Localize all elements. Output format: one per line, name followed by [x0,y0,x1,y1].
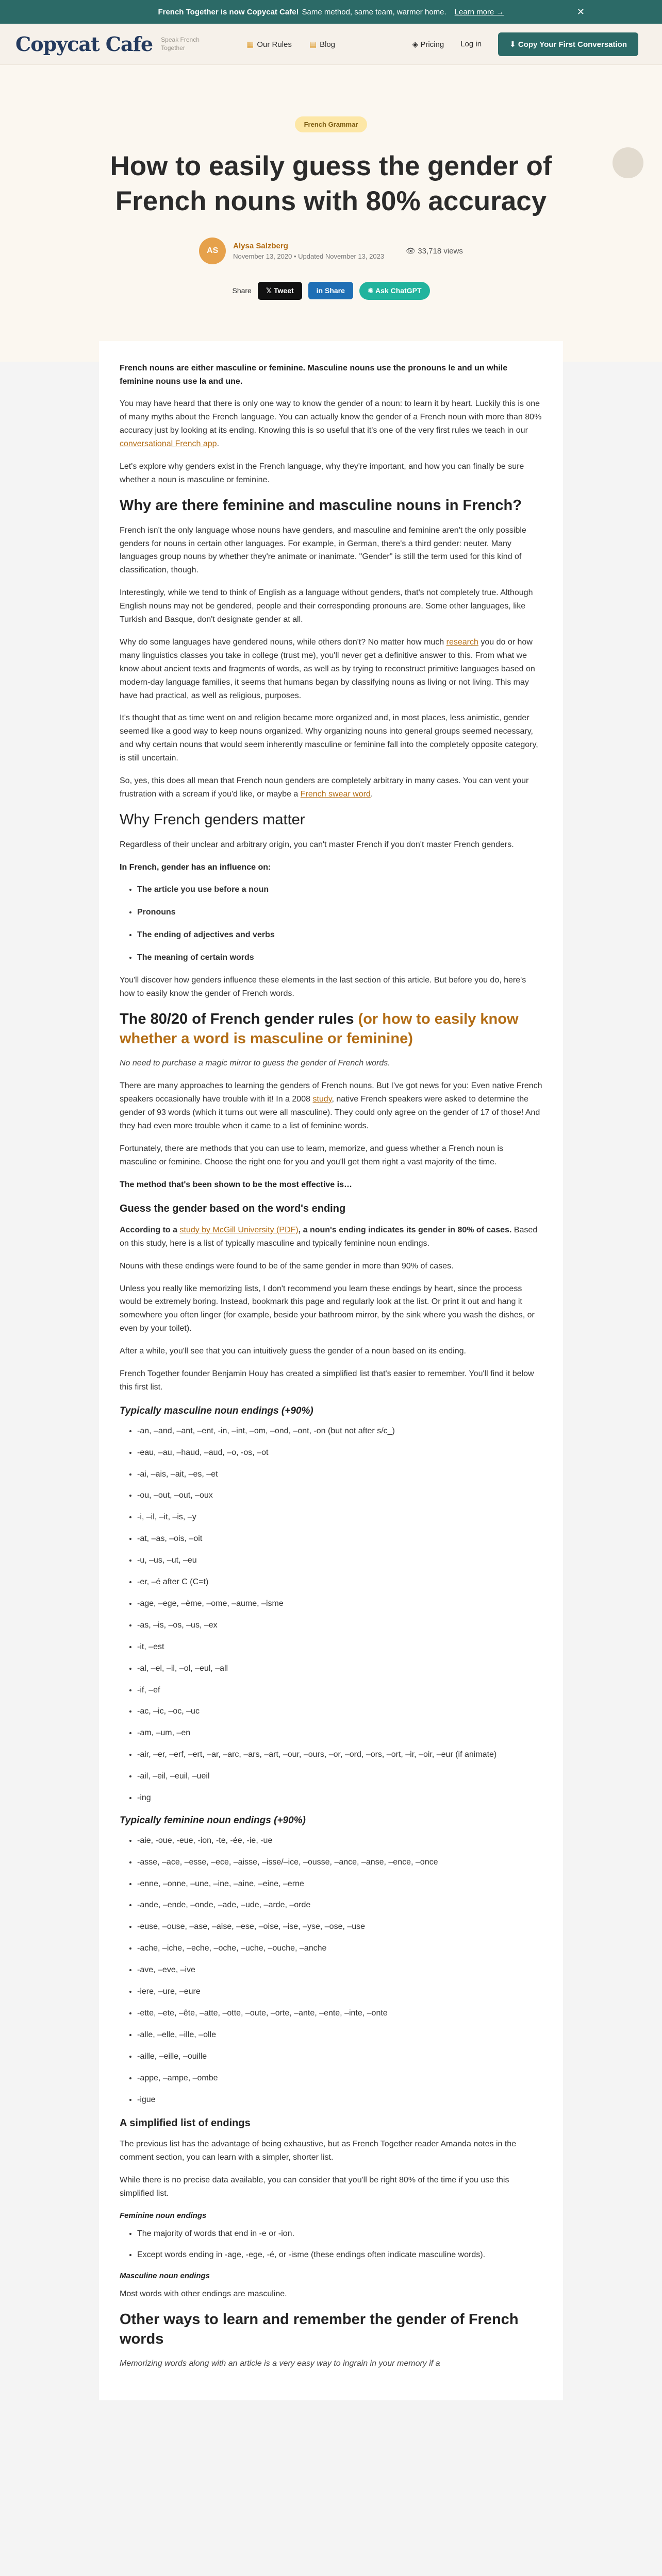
rules-icon: ▦ [246,40,254,49]
section-heading [120,1010,542,1048]
download-icon: ⬇ [509,40,518,49]
paragraph: Unless you really like memorizing lists, I don't recommend you learn these endings by heart, since the process would be extremely boring. Instead, bookmark this page and regularly look at the list. Or print it out and hang it somewhere you often linger (for example, beside your bathroom mirror, by the sink where you wash the dishes, or even by your toilet). [120,1284,535,1333]
text: You may have heard that there is only one way to know the gender of a noun: to learn it by heart. Luckily this is one of many myths about the French language. You can actually know the gender of a French noun with more than 80% accuracy just by looking at its ending. Knowing this is so useful that it's one of the very first rules we teach in our [120,399,542,435]
study-link[interactable]: study [312,1095,332,1104]
paragraph: You may have heard that there is only one way to know the gender of a noun: to learn it by heart. Luckily this is one of many myths about the French language. You can actually know the gender of a French noun with more than 80% accuracy just by looking at its ending. Knowing this is so useful that it's one of the very first rules we teach in our conversational French app. [120,399,542,449]
text: , a noun's ending indicates its gender in 80% of cases. [298,1225,512,1234]
text: , native French speakers were asked to determine the gender of 93 words (which it turns out were all masculine). They could only agree on the gender of 17 of those! And they had even more trouble when it came to a list of feminine words. [120,1095,540,1130]
list-item: • -al, –el, –il, –ol, –eul, –all [137,1662,542,1675]
list-item: • -asse, –ace, –esse, –ece, –aisse, –isse/–ice, –ousse, –ance, –anse, –ence, –once [137,1856,542,1869]
article-hero [0,65,662,362]
avatar: AS [199,238,226,264]
announcement-banner [0,0,662,24]
list-item: • -ac, –ic, –oc, –uc [137,1705,542,1718]
paragraph: Fortunately, there are methods that you can use to learn, memorize, and guess whether a French noun is masculine or feminine. Choose the right one for you and you'll get them right a vast majority of the time. [120,1144,504,1166]
app-link[interactable]: conversational French app [120,439,217,449]
list-item: • The ending of adjectives and verbs [137,928,542,942]
publish-date: November 13, 2020 • Updated November 13, 2023 [233,252,385,260]
simple-feminine-list [137,2227,542,2262]
mcgill-study-link[interactable]: study by McGill University (PDF) [179,1225,299,1234]
list-item: • -er, –é after C (C=t) [137,1575,542,1589]
heading-highlight: (or how to easily know whether a word is masculine or feminine) [120,1010,519,1047]
linkedin-label: Share [325,286,345,295]
list-item: • -alle, –elle, –ille, –olle [137,2028,542,2042]
banner-text: Same method, same team, warmer home. [302,7,446,16]
subsection-heading: A simplified list of endings [120,2117,251,2129]
list-item: • -am, –um, –en [137,1726,542,1740]
text: you do or how many linguistics classes you take in college (trust me), you'll never get a definitive answer to this. From what we know about ancient texts and fragments of words, as well as by trying to reconstruct primitive languages based on modern-day language families, it seems that humans began by classifying nouns as living or not living. This may have had practical, as well as religious, purposes. [120,637,535,700]
list-item: • -ou, –out, –out, –oux [137,1489,542,1502]
paragraph [120,1224,542,1250]
blog-icon: ▤ [309,40,317,49]
paragraph: After a while, you'll see that you can intuitively guess the gender of a noun based on its ending. [120,1347,466,1356]
list-item: • -i, –il, –it, –is, –y [137,1511,542,1524]
subsection-heading: Guess the gender based on the word's ending [120,1203,346,1215]
chatgpt-label: Ask ChatGPT [375,286,422,295]
list-item: • -an, –and, –ant, –ent, -in, –int, –om, –ond, –ont, -on (but not after s/c_) [137,1425,542,1438]
author-name[interactable]: Alysa Salzberg [233,241,288,250]
intro-paragraph: French nouns are either masculine or feminine. Masculine nouns use the pronouns le and un while feminine nouns use la and une. [120,363,508,386]
list-item: • -igue [137,2093,542,2107]
paragraph: French isn't the only language whose nouns have genders, and masculine and feminine aren't the only possible genders for nouns in certain other languages. For example, in German, there's a third gender: neuter. Many languages group nouns by whether they're animate or inanimate. "Gender" is still the term used for this kind of classification, though. [120,526,526,575]
list-item: • -ave, –eve, –ive [137,1963,542,1977]
list-item: • -u, –us, –ut, –eu [137,1554,542,1567]
list-item: • -ande, –ende, –onde, –ade, –ude, –arde, –orde [137,1899,542,1912]
banner-learn-more-link[interactable]: Learn more → [454,7,504,16]
category-pill[interactable]: French Grammar [295,116,368,132]
views-label: 33,718 views [418,246,463,256]
list-item: • -ing [137,1791,542,1805]
list-item: • -enne, –onne, –une, –ine, –aine, –eine, –erne [137,1877,542,1891]
list-item: • The meaning of certain words [137,951,542,964]
view-count [406,246,463,256]
swear-word-link[interactable]: French swear word [300,790,371,799]
list-item: • -if, –ef [137,1684,542,1697]
paragraph: Nouns with these endings were found to be of the same gender in more than 90% of cases. [120,1261,454,1270]
paragraph: Memorizing words along with an article is a very easy way to ingrain in your memory if a [120,2359,440,2368]
list-item: • The majority of words that end in -e or -ion. [137,2227,542,2241]
list-item: • -appe, –ampe, –ombe [137,2072,542,2085]
paragraph: Most words with other endings are masculine. [120,2289,287,2298]
paragraph: Let's explore why genders exist in the French language, why they're important, and how you can finally be sure whether a noun is masculine or feminine. [120,462,524,484]
section-heading: Other ways to learn and remember the gender of French words [120,2311,519,2347]
nav-item-label: Our Rules [257,40,292,49]
paragraph: Regardless of their unclear and arbitrary origin, you can't master French if you don't master French genders. [120,840,514,849]
list-item: • -it, –est [137,1640,542,1654]
minor-heading: Masculine noun endings [120,2271,210,2280]
list-item: • The article you use before a noun [137,883,542,896]
text: There are many approaches to learning the genders of French nouns. But I've got news for you: Even native French speakers occasionally have trouble with it! In a 2008 [120,1081,542,1104]
list-item: • -iere, –ure, –eure [137,1985,542,1998]
tweet-label: Tweet [274,286,294,295]
influence-list [137,883,542,964]
paragraph: Interestingly, while we tend to think of English as a language without genders, that's not completely true. Although English nouns may not be gendered, people and their corresponding pronouns are. Some other languages, like Turkish and Basque, don't designate gender at all. [120,588,533,624]
paragraph: The method that's been shown to be the most effective is… [120,1180,352,1189]
section-heading: Why are there feminine and masculine nouns in French? [120,497,522,514]
page-title: How to easily guess the gender of French nouns with 80% accuracy [110,151,552,216]
close-icon[interactable]: ✕ [576,6,585,17]
text: Why do some languages have gendered nouns, while others don't? No matter how much [120,637,444,647]
tweet-button[interactable] [258,282,302,300]
list-item: • -ail, –eil, –euil, –ueil [137,1770,542,1783]
nav-login[interactable]: Log in [460,40,482,48]
pricing-label: Pricing [420,40,444,49]
share-label: Share [232,286,252,295]
mascot-image [613,147,643,178]
eye-icon: 👁 [406,246,418,256]
paragraph: The previous list has the advantage of being exhaustive, but as French Together reader Amanda notes in the comment section, you can learn with a simpler, shorter list. [120,2139,517,2162]
paragraph: So, yes, this does all mean that French noun genders are completely arbitrary in many cases. You can vent your frustration with a scream if you'd like, or maybe a French swear word. [120,776,529,799]
paragraph: While there is no precise data available, you can consider that you'll be right 80% of the time if you use this simplified list. [120,2175,509,2198]
linkedin-share-button[interactable] [308,282,353,299]
nav-item-label: Blog [320,40,336,49]
tag-icon: ◈ [412,40,421,49]
nav-pricing[interactable] [412,40,444,49]
nav-item-rules[interactable] [246,40,292,49]
paragraph: No need to purchase a magic mirror to guess the gender of French words. [120,1059,390,1068]
list-item: • -aille, –eille, –ouille [137,2050,542,2063]
paragraph [120,636,542,703]
top-nav [0,24,662,65]
logo[interactable]: Copycat Cafe [15,32,153,56]
list-item: • -age, –ege, –ème, –ome, –aume, –isme [137,1597,542,1611]
linkedin-icon: in [316,286,325,295]
text: Based on this study, here is a list of typically masculine and typically feminine noun endings. [120,1225,538,1248]
list-item: • -euse, –ouse, –ase, –aise, –ese, –oise, –ise, –yse, –ose, –use [137,1920,542,1934]
list-item: • -eau, –au, –haud, –aud, –o, -os, –ot [137,1446,542,1460]
list-item: • -air, –er, –erf, –ert, –ar, –arc, –ars, –art, –our, –ours, –or, –ord, –ors, –ort, –ir, –oir, –eur (if animate) [137,1748,542,1761]
nav-item-blog[interactable] [309,40,335,49]
author-block [0,238,662,264]
cta-button[interactable] [498,32,638,56]
paragraph: French Together founder Benjamin Houy has created a simplified list that's easier to remember. You'll find it below this first list. [120,1369,534,1392]
list-item: • Except words ending in -age, -ege, -é, or -isme (these endings often indicate masculine words). [137,2248,542,2262]
list-item: • -ache, –iche, –eche, –oche, –uche, –ouche, –anche [137,1942,542,1955]
banner-brand: French Together is now Copycat Cafe! [158,7,299,16]
tagline: Speak French Together [161,36,200,52]
text: So, yes, this does all mean that French noun genders are completely arbitrary in many cases. You can vent your frustration with a scream if you'd like, or maybe a [120,776,529,799]
list-item: • Pronouns [137,906,542,919]
subsection-heading: Typically feminine noun endings (+90%) [120,1815,306,1826]
ask-chatgpt-button[interactable] [359,282,430,300]
text: According to a [120,1225,178,1234]
paragraph: In French, gender has an influence on: [120,862,271,872]
paragraph [120,1079,542,1133]
heading-text: The 80/20 of French gender rules [120,1010,354,1027]
chatgpt-icon: ✺ [367,286,376,295]
paragraph: You'll discover how genders influence these elements in the last section of this article. But before you do, here's how to easily know the gender of French words. [120,976,526,998]
paragraph: It's thought that as time went on and religion became more organized and, in most places, less animistic, gender seemed like a good way to keep nouns organized. Why organizing nouns into general groups seemed necessary, and why certain nouns that would seem inherently masculine or feminine fall into the completely opposite category, is still uncertain. [120,714,538,763]
article-body [99,341,563,2401]
list-item: • -ette, –ete, –ête, –atte, –otte, –oute, –orte, –ante, –ente, –inte, –onte [137,2007,542,2020]
feminine-endings-list [137,1834,542,2107]
minor-heading: Feminine noun endings [120,2211,207,2220]
list-item: • -as, –is, –os, –us, –ex [137,1619,542,1632]
subsection-heading: Typically masculine noun endings (+90%) [120,1405,313,1416]
section-heading: Why French genders matter [120,811,305,828]
cta-label: Copy Your First Conversation [518,40,627,49]
masculine-endings-list [137,1425,542,1805]
share-bar [0,282,662,300]
list-item: • -ai, –ais, –ait, –es, –et [137,1468,542,1481]
research-link[interactable]: research [446,637,478,647]
list-item: • -aie, -oue, -eue, -ion, -te, -ée, -ie, -ue [137,1834,542,1848]
x-icon: 𝕏 [266,286,274,295]
list-item: • -at, –as, –ois, –oit [137,1532,542,1546]
